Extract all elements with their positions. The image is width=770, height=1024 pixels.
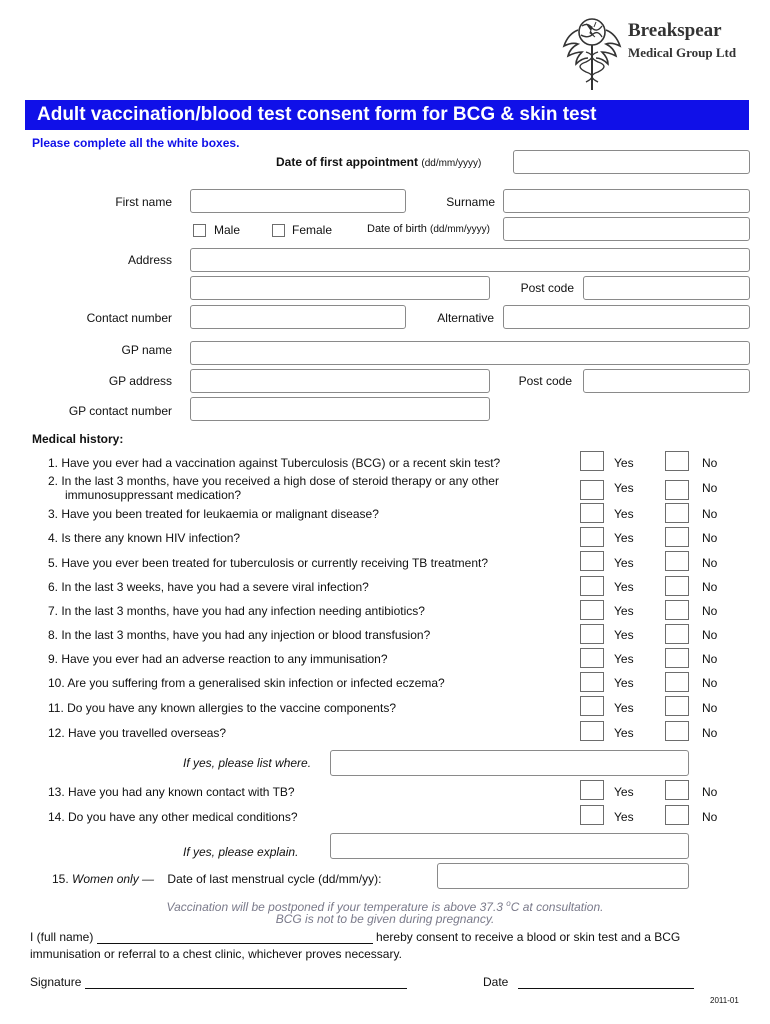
signature-label: Signature (30, 975, 407, 989)
contact-number-label: Contact number (86, 311, 172, 325)
question-9-yes-label: Yes (614, 652, 634, 666)
alternative-field[interactable] (503, 305, 750, 329)
question-1-yes-checkbox[interactable] (580, 451, 604, 471)
question-9-no-checkbox[interactable] (665, 648, 689, 668)
question-3: 3. Have you been treated for leukaemia or malignant disease? (48, 507, 379, 521)
address-line2-field[interactable] (190, 276, 490, 300)
full-name-line[interactable] (97, 932, 373, 944)
question-5: 5. Have you ever been treated for tuberculosis or currently receiving TB treatment? (48, 556, 488, 570)
question-3-yes-label: Yes (614, 507, 634, 521)
logo-name: Breakspear (628, 20, 722, 41)
question-8: 8. In the last 3 months, have you had any injection or blood transfusion? (48, 628, 431, 642)
medical-history-heading: Medical history: (32, 432, 124, 446)
question-14-no-label: No (702, 810, 718, 824)
gp-contact-field[interactable] (190, 397, 490, 421)
question-10-yes-checkbox[interactable] (580, 672, 604, 692)
dob-label: Date of birth (dd/mm/yyyy) (367, 223, 490, 235)
question-12-yes-label: Yes (614, 726, 634, 740)
contact-number-field[interactable] (190, 305, 406, 329)
question-10-yes-label: Yes (614, 676, 634, 690)
question-10-no-checkbox[interactable] (665, 672, 689, 692)
address-line1-field[interactable] (190, 248, 750, 272)
q2-line2: immunosuppressant medication? (65, 488, 242, 502)
question-10-no-label: No (702, 676, 718, 690)
gp-address-field[interactable] (190, 369, 490, 393)
question-11-yes-checkbox[interactable] (580, 696, 604, 716)
address-label: Address (127, 253, 172, 267)
male-label: Male (214, 223, 241, 237)
signature-line[interactable] (85, 977, 407, 989)
question-4-no-checkbox[interactable] (665, 527, 689, 547)
question-4-yes-label: Yes (614, 531, 634, 545)
first-appointment-field[interactable] (513, 150, 750, 174)
question-10: 10. Are you suffering from a generalised skin infection or infected eczema? (48, 676, 445, 690)
question-9: 9. Have you ever had an adverse reaction to any immunisation? (48, 652, 388, 666)
gp-address-label: GP address (108, 374, 172, 388)
title-bar (25, 100, 749, 130)
question-1-yes-label: Yes (614, 456, 634, 470)
question-13-no-checkbox[interactable] (665, 780, 689, 800)
version-label: 2011-01 (710, 996, 739, 1005)
dob-field[interactable] (503, 217, 750, 241)
female-checkbox[interactable] (272, 224, 285, 237)
question-9-no-label: No (702, 652, 718, 666)
question-11: 11. Do you have any known allergies to the vaccine components? (48, 701, 396, 715)
logo-subtitle: Medical Group Ltd (628, 45, 737, 60)
question-12-no-checkbox[interactable] (665, 721, 689, 741)
question-1-no-checkbox[interactable] (665, 451, 689, 471)
surname-field[interactable] (503, 189, 750, 213)
menstrual-date-field[interactable] (437, 863, 689, 889)
question-11-no-checkbox[interactable] (665, 696, 689, 716)
question-6-no-checkbox[interactable] (665, 576, 689, 596)
first-appointment-label: Date of first appointment (dd/mm/yyyy) (276, 155, 482, 169)
if-yes-explain-label: If yes, please explain. (183, 845, 299, 859)
date-line[interactable] (518, 977, 694, 989)
logo (560, 10, 750, 92)
question-14: 14. Do you have any other medical conditions? (48, 810, 298, 824)
post-code-field[interactable] (583, 276, 750, 300)
question-2-yes-checkbox[interactable] (580, 480, 604, 500)
question-4: 4. Is there any known HIV infection? (48, 531, 241, 545)
question-3-no-label: No (702, 507, 718, 521)
question-7-no-checkbox[interactable] (665, 600, 689, 620)
question-12-yes-checkbox[interactable] (580, 721, 604, 741)
gp-name-label: GP name (121, 343, 172, 357)
gp-name-field[interactable] (190, 341, 750, 365)
post-code-label: Post code (520, 281, 574, 295)
question-4-no-label: No (702, 531, 718, 545)
consent-line2: immunisation or referral to a chest clinic, whichever proves necessary. (30, 947, 402, 961)
question-5-yes-label: Yes (614, 556, 634, 570)
question-11-yes-label: Yes (614, 701, 634, 715)
question-2-no-label: No (702, 481, 718, 495)
question-7: 7. In the last 3 months, have you had any infection needing antibiotics? (48, 604, 425, 618)
question-1-no-label: No (702, 456, 718, 470)
pregnancy-note: BCG is not to be given during pregnancy. (275, 912, 495, 926)
question-2: 2. In the last 3 months, have you received a high dose of steroid therapy or any other (48, 474, 499, 488)
question-4-yes-checkbox[interactable] (580, 527, 604, 547)
temperature-note: Vaccination will be postponed if your temperature is above 37.3 $^o$C at consultation. (166, 899, 604, 914)
question-7-yes-label: Yes (614, 604, 634, 618)
gp-post-code-field[interactable] (583, 369, 750, 393)
question-12: 12. Have you travelled overseas? (48, 726, 227, 740)
male-checkbox[interactable] (193, 224, 206, 237)
question-5-no-checkbox[interactable] (665, 551, 689, 571)
question-8-yes-checkbox[interactable] (580, 624, 604, 644)
question-7-yes-checkbox[interactable] (580, 600, 604, 620)
date-label: Date (483, 975, 694, 989)
question-14-yes-label: Yes (614, 810, 634, 824)
question-6-yes-label: Yes (614, 580, 634, 594)
question-6: 6. In the last 3 weeks, have you had a severe viral infection? (48, 580, 369, 594)
question-13-yes-checkbox[interactable] (580, 780, 604, 800)
caduceus-globe-icon (560, 10, 624, 92)
travel-where-field[interactable] (330, 750, 689, 776)
question-8-no-checkbox[interactable] (665, 624, 689, 644)
question-7-no-label: No (702, 604, 718, 618)
gp-contact-label: GP contact number (68, 404, 172, 418)
gp-post-code-label: Post code (518, 374, 572, 388)
q15-label: 15. Women only — Date of last menstrual cycle (dd/mm/yy): (52, 872, 382, 886)
question-13: 13. Have you had any known contact with TB? (48, 785, 295, 799)
question-13-yes-label: Yes (614, 785, 634, 799)
conditions-explain-field[interactable] (330, 833, 689, 859)
first-name-label: First name (115, 195, 172, 209)
question-3-no-checkbox[interactable] (665, 503, 689, 523)
question-2-yes-label: Yes (614, 481, 634, 495)
surname-label: Surname (446, 195, 495, 209)
question-2-no-checkbox[interactable] (665, 480, 689, 500)
question-5-yes-checkbox[interactable] (580, 551, 604, 571)
question-6-no-label: No (702, 580, 718, 594)
question-14-yes-checkbox[interactable] (580, 805, 604, 825)
question-12-no-label: No (702, 726, 718, 740)
question-1: 1. Have you ever had a vaccination against Tuberculosis (BCG) or a recent skin test? (48, 456, 501, 470)
question-9-yes-checkbox[interactable] (580, 648, 604, 668)
question-5-no-label: No (702, 556, 718, 570)
consent-line1: I (full name) hereby consent to receive a blood or skin test and a BCG (30, 930, 681, 944)
female-label: Female (292, 223, 333, 237)
question-14-no-checkbox[interactable] (665, 805, 689, 825)
if-yes-where-label: If yes, please list where. (183, 756, 312, 770)
page-title: Adult vaccination/blood test consent form for BCG & skin test (37, 104, 597, 125)
question-3-yes-checkbox[interactable] (580, 503, 604, 523)
question-8-no-label: No (702, 628, 718, 642)
question-8-yes-label: Yes (614, 628, 634, 642)
alternative-label: Alternative (437, 311, 494, 325)
question-11-no-label: No (702, 701, 718, 715)
instruction-text: Please complete all the white boxes. (32, 136, 240, 150)
question-6-yes-checkbox[interactable] (580, 576, 604, 596)
question-13-no-label: No (702, 785, 718, 799)
first-name-field[interactable] (190, 189, 406, 213)
